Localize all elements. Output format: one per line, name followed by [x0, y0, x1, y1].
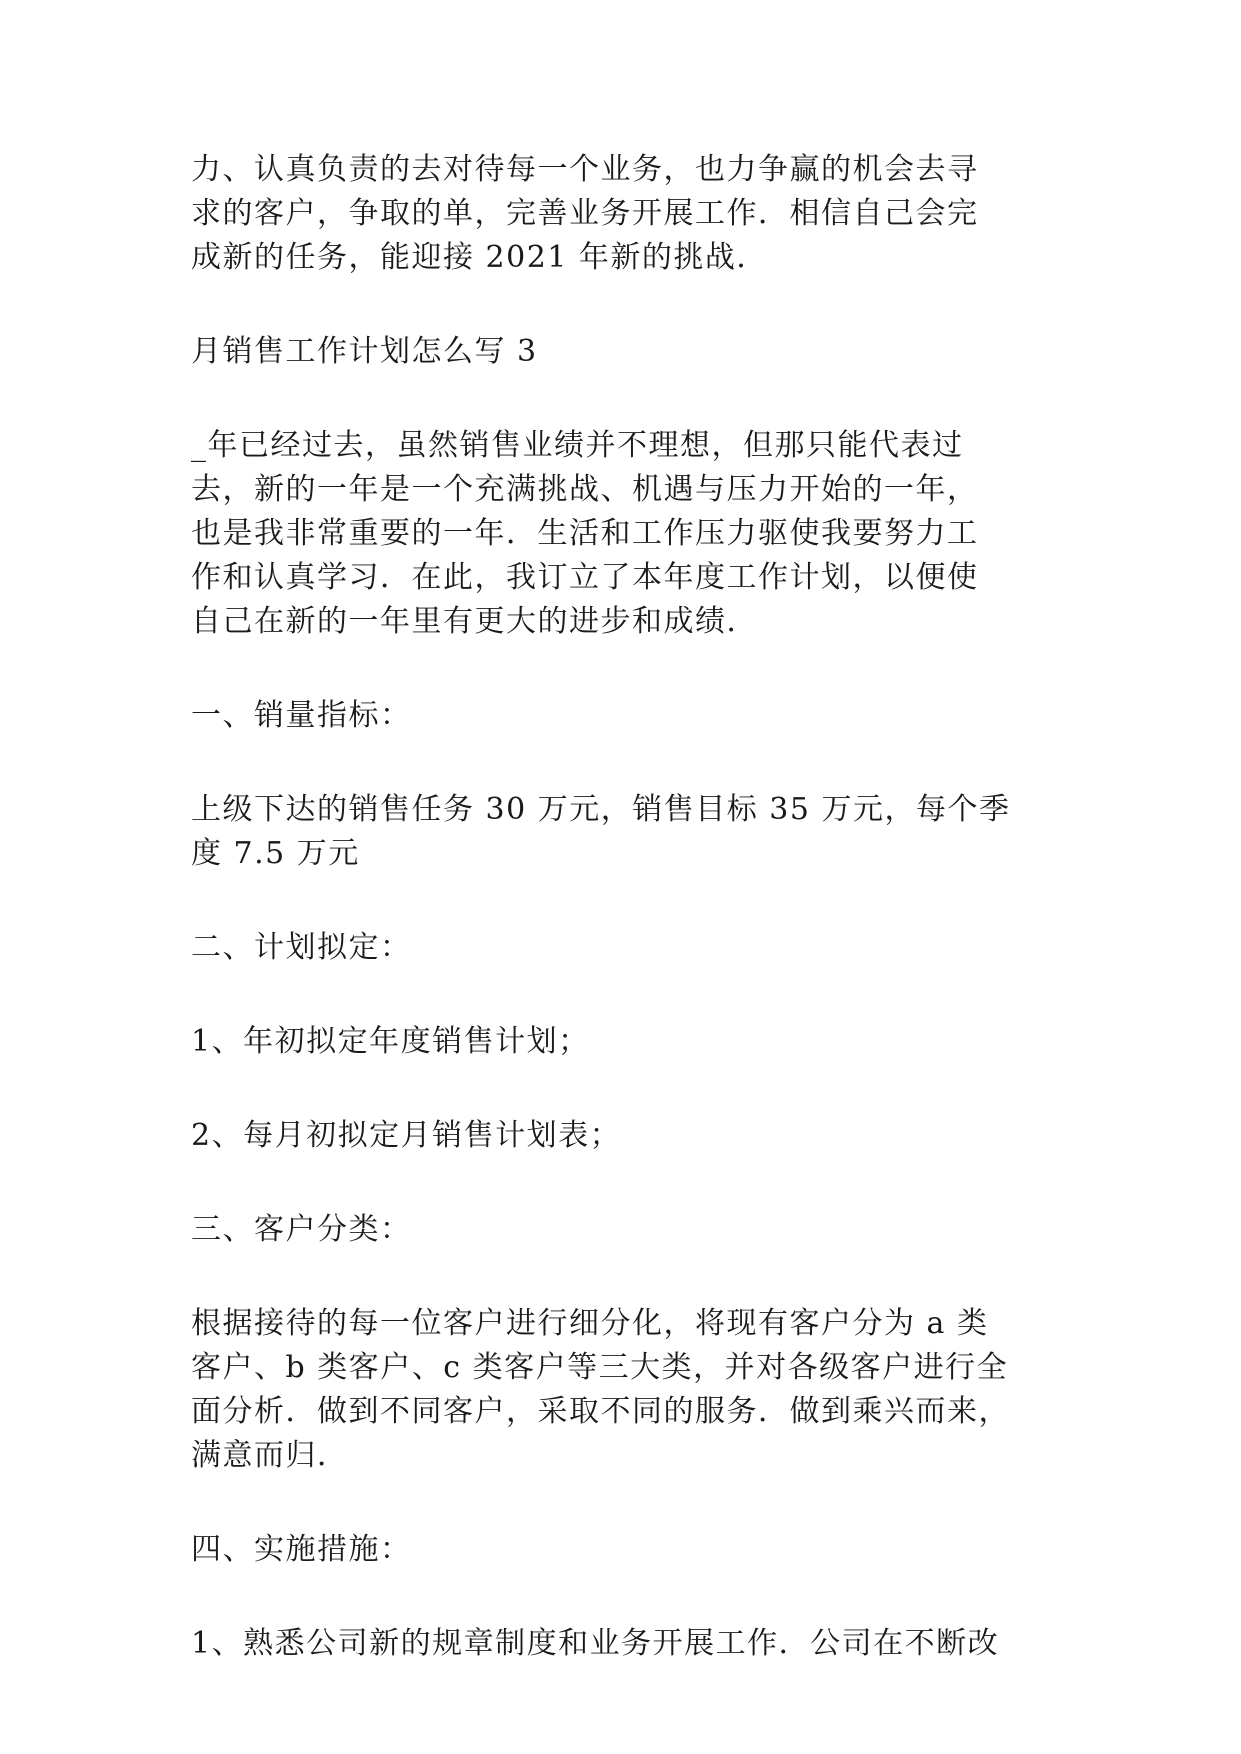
text-line: 力、认真负责的去对待每一个业务，也力争赢的机会去寻 [191, 152, 979, 187]
list-item-measures-1 [191, 1622, 1051, 1666]
text-line: 上级下达的销售任务 30 万元，销售目标 35 万元，每个季 [191, 792, 1011, 827]
heading-line: 四、实施措施： [191, 1532, 412, 1567]
paragraph-intro [191, 424, 1051, 644]
text-line: 度 7.5 万元 [191, 836, 360, 871]
list-item-plan-1 [191, 1020, 1051, 1064]
text-line: 面分析．做到不同客户，采取不同的服务．做到乘兴而来， [191, 1394, 1010, 1429]
text-line: 1、熟悉公司新的规章制度和业务开展工作．公司在不断改 [191, 1626, 1000, 1661]
paragraph-closing-previous [191, 148, 1051, 280]
text-line: 去，新的一年是一个充满挑战、机遇与压力开始的一年， [191, 472, 979, 507]
text-line: 2、每月初拟定月销售计划表； [191, 1118, 622, 1153]
heading-line: 月销售工作计划怎么写 3 [191, 334, 538, 369]
heading-line: 三、客户分类： [191, 1212, 412, 1247]
subheading-measures [191, 1528, 1051, 1572]
text-line: 客户、b 类客户、c 类客户等三大类，并对各级客户进行全 [191, 1350, 1009, 1385]
text-line: 根据接待的每一位客户进行细分化，将现有客户分为 a 类 [191, 1306, 989, 1341]
heading-line: 二、计划拟定： [191, 930, 412, 965]
subheading-plan [191, 926, 1051, 970]
document-body [191, 148, 1051, 1716]
text-line: 满意而归． [191, 1438, 349, 1473]
subheading-sales-target [191, 694, 1051, 738]
text-line: 自己在新的一年里有更大的进步和成绩． [191, 604, 758, 639]
text-line: 也是我非常重要的一年．生活和工作压力驱使我要努力工 [191, 516, 979, 551]
subheading-customer-classification [191, 1208, 1051, 1252]
section-heading [191, 330, 1051, 374]
paragraph-customer-classification [191, 1302, 1051, 1478]
text-line: 成新的任务，能迎接 2021 年新的挑战． [191, 240, 768, 275]
list-item-plan-2 [191, 1114, 1051, 1158]
text-line: 求的客户，争取的单，完善业务开展工作．相信自己会完 [191, 196, 979, 231]
text-line: 作和认真学习．在此，我订立了本年度工作计划，以便使 [191, 560, 979, 595]
text-line: 1、年初拟定年度销售计划； [191, 1024, 590, 1059]
paragraph-sales-target [191, 788, 1051, 876]
heading-line: 一、销量指标： [191, 698, 412, 733]
text-line: _年已经过去，虽然销售业绩并不理想，但那只能代表过 [191, 428, 964, 463]
